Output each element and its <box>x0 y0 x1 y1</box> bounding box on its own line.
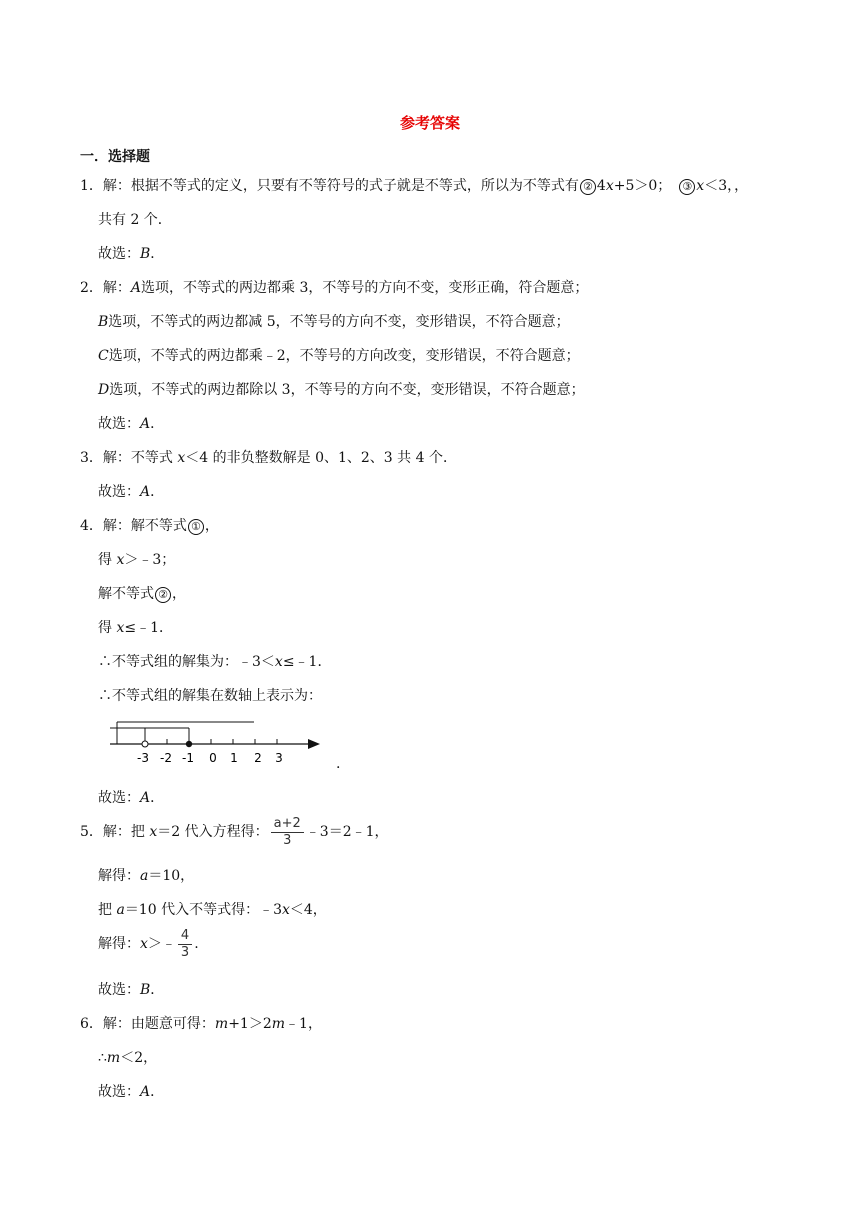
q6-line-1: 6．解：由题意可得：m+1＞2m﹣1， <box>80 1016 322 1032</box>
q4-line-6: ∴不等式组的解集在数轴上表示为： <box>98 688 322 704</box>
q2-line-4: D选项，不等式的两边都除以 3，不等号的方向不变，变形错误，不符合题意； <box>98 382 585 398</box>
tick-label: -3 <box>137 751 149 765</box>
q2-number: 2． <box>80 280 103 296</box>
tick-label: -1 <box>182 751 194 765</box>
q1-answer: 故选：B． <box>98 246 165 262</box>
q2-line-3: C选项，不等式的两边都乘﹣2，不等号的方向改变，变形错误，不符合题意； <box>98 348 580 364</box>
q4-number: 4． <box>80 518 103 534</box>
q4-answer: 故选：A． <box>98 790 165 806</box>
q6-answer: 故选：A． <box>98 1084 165 1100</box>
fraction-4-over-3: $\frac{4}{3}$ <box>178 928 192 961</box>
tick-label: -2 <box>160 751 172 765</box>
q5-line-3: 把 a＝10 代入不等式得：﹣3x＜4， <box>98 902 327 918</box>
arrow-right-icon <box>308 739 320 749</box>
q6-number: 6． <box>80 1016 103 1032</box>
tick-label: 1 <box>230 751 238 765</box>
q4-line-1: 4．解：解不等式 ① ， <box>80 518 219 534</box>
q5-line-1: 5．解：把 x＝2 代入方程得： $\frac{a+2}{3}$ ﹣3＝2﹣1， <box>80 815 389 848</box>
section-heading: 一．选择题 <box>80 149 150 165</box>
number-line-diagram <box>108 714 348 770</box>
circled-3: ③ <box>679 179 695 195</box>
q2-line-2: B选项，不等式的两边都减 5，不等号的方向不变，变形错误，不符合题意； <box>98 314 570 330</box>
page-title: 参考答案 <box>399 114 460 132</box>
q3-line-1: 3．解：不等式 x＜4 的非负整数解是 0、1、2、3 共 4 个． <box>80 450 457 466</box>
diagram-trailing-period: . <box>336 756 341 772</box>
tick-label: 3 <box>275 751 283 765</box>
q5-answer: 故选：B． <box>98 982 165 998</box>
q2-answer: 故选：A． <box>98 416 165 432</box>
q1-line-2: 共有 2 个． <box>98 212 172 228</box>
q4-line-5: ∴不等式组的解集为：﹣3＜x≤﹣1． <box>98 654 332 670</box>
q1-number: 1． <box>80 178 103 194</box>
q2-line-1: 2．解：A选项，不等式的两边都乘 3，不等号的方向不变，变形正确，符合题意； <box>80 280 589 296</box>
q3-number: 3． <box>80 450 103 466</box>
tick-label: 2 <box>254 751 262 765</box>
q4-line-3: 解不等式 ② ， <box>98 586 186 602</box>
q5-number: 5． <box>80 824 103 840</box>
fraction-a-plus-2-over-3: $\frac{a+2}{3}$ <box>271 816 304 849</box>
circled-2: ② <box>155 587 171 603</box>
q6-line-2: ∴m＜2， <box>98 1050 158 1066</box>
circled-2: ② <box>580 179 596 195</box>
q5-line-2: 解得：a＝10， <box>98 868 195 884</box>
open-endpoint <box>142 741 148 747</box>
tick-label: 0 <box>209 751 217 765</box>
circled-1: ① <box>188 519 204 535</box>
closed-endpoint <box>186 741 192 747</box>
q5-line-4: 解得：x＞﹣ $\frac{4}{3}$ . <box>98 927 199 960</box>
q4-line-4: 得 x≤﹣1． <box>98 620 173 636</box>
q1-line-1: 1．解：根据不等式的定义，只要有不等符号的式子就是不等式，所以为不等式有 ② 4x+5＞0； ③ x＜3，， <box>80 178 749 194</box>
q4-line-2: 得 x＞﹣3； <box>98 552 176 568</box>
q3-answer: 故选：A． <box>98 484 165 500</box>
